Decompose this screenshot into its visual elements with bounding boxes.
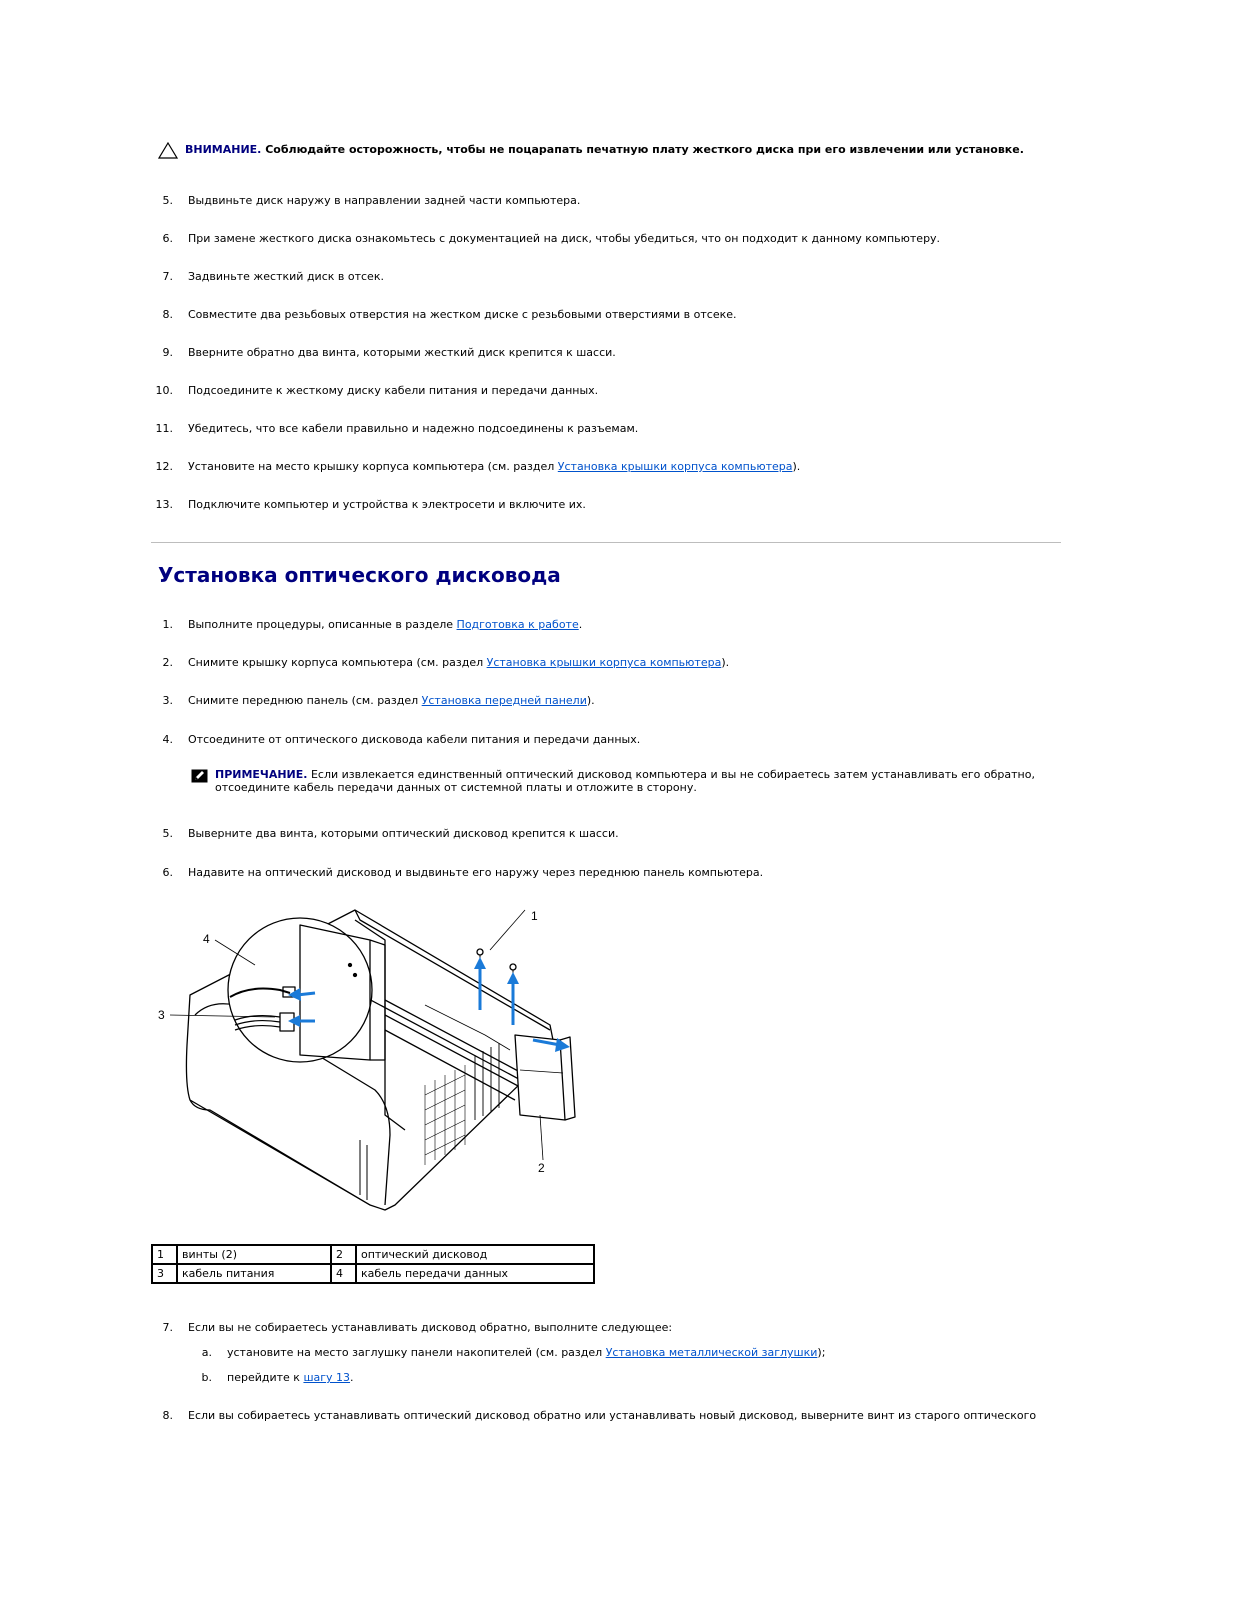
- step-text: Совместите два резьбовых отверстия на жестком диске с резьбовыми отверстиями в отсеке.: [188, 308, 737, 321]
- step-text: При замене жесткого диска ознакомьтесь с документацией на диск, чтобы убедиться, что он подходит к данному компьютеру.: [188, 232, 941, 245]
- step-number: 5.: [162, 194, 173, 207]
- note-pencil-icon: [191, 769, 208, 783]
- link-step-13[interactable]: шагу 13: [303, 1371, 351, 1384]
- legend-number: 1: [152, 1245, 177, 1264]
- step-number: 12.: [155, 460, 173, 473]
- step-text: Установите на место крышку корпуса компьютера (см. раздел Установка крышки корпуса компьютера).: [188, 460, 801, 473]
- step-text: Отсоедините от оптического дисковода кабели питания и передачи данных.: [188, 733, 641, 746]
- caution-label: ВНИМАНИЕ.: [185, 143, 262, 156]
- callout-4: 4: [203, 932, 210, 946]
- step-text: Подключите компьютер и устройства к электросети и включите их.: [188, 498, 586, 511]
- substep-text: перейдите к шагу 13.: [227, 1371, 354, 1384]
- step-number: 10.: [155, 384, 173, 397]
- step-number: 1.: [162, 618, 173, 631]
- optical-drive-removal-illustration: [155, 905, 595, 1225]
- legend-label: оптический дисковод: [356, 1245, 594, 1264]
- legend-number: 4: [331, 1264, 356, 1283]
- caution-icon: [158, 142, 178, 159]
- legend-label: винты (2): [177, 1245, 331, 1264]
- step-number: 7.: [162, 1321, 173, 1334]
- substep-letter: a.: [201, 1346, 212, 1359]
- figure-legend-table: [151, 1244, 595, 1284]
- step-number: 8.: [162, 1409, 173, 1422]
- step-number: 11.: [155, 422, 173, 435]
- step-number: 8.: [162, 308, 173, 321]
- step-number: 7.: [162, 270, 173, 283]
- legend-label: кабель питания: [177, 1264, 331, 1283]
- step-number: 6.: [162, 866, 173, 879]
- step-text: Убедитесь, что все кабели правильно и надежно подсоединены к разъемам.: [188, 422, 639, 435]
- legend-label: кабель передачи данных: [356, 1264, 594, 1283]
- step-text: Задвиньте жесткий диск в отсек.: [188, 270, 384, 283]
- step-number: 2.: [162, 656, 173, 669]
- note-text: Если извлекается единственный оптический дисковод компьютера и вы не собираетесь затем устанавливать его обратно, отсоедините кабель передачи данных от системной платы и отложите в сторону.: [215, 768, 1035, 794]
- substep-text: установите на место заглушку панели накопителей (см. раздел Установка металлической заглушки);: [227, 1346, 826, 1359]
- step-text: Если вы собираетесь устанавливать оптический дисковод обратно или устанавливать новый дисковод, выверните винт из старого оптического: [188, 1409, 1037, 1422]
- callout-1: 1: [531, 909, 538, 923]
- section-divider: [151, 542, 1061, 543]
- step-text: Снимите крышку корпуса компьютера (см. раздел Установка крышки корпуса компьютера).: [188, 656, 730, 669]
- table-row: [152, 1245, 594, 1264]
- link-preparation[interactable]: Подготовка к работе: [456, 618, 579, 631]
- step-number: 13.: [155, 498, 173, 511]
- step-text: Вверните обратно два винта, которыми жесткий диск крепится к шасси.: [188, 346, 616, 359]
- step-text: Выверните два винта, которыми оптический дисковод крепится к шасси.: [188, 827, 619, 840]
- note-label: ПРИМЕЧАНИЕ.: [215, 768, 308, 781]
- table-row: [152, 1264, 594, 1283]
- step-number: 6.: [162, 232, 173, 245]
- link-cover-install[interactable]: Установка крышки корпуса компьютера: [557, 460, 793, 473]
- legend-number: 2: [331, 1245, 356, 1264]
- link-metal-blank[interactable]: Установка металлической заглушки: [605, 1346, 818, 1359]
- link-front-panel[interactable]: Установка передней панели: [421, 694, 587, 707]
- step-number: 4.: [162, 733, 173, 746]
- step-text: Выдвиньте диск наружу в направлении задней части компьютера.: [188, 194, 581, 207]
- step-text: Надавите на оптический дисковод и выдвиньте его наружу через переднюю панель компьютера.: [188, 866, 764, 879]
- step-number: 9.: [162, 346, 173, 359]
- section-title: Установка оптического дисковода: [158, 563, 561, 587]
- callout-3: 3: [158, 1008, 165, 1022]
- legend-number: 3: [152, 1264, 177, 1283]
- caution-text: Соблюдайте осторожность, чтобы не поцарапать печатную плату жесткого диска при его извлечении или установке.: [261, 143, 1024, 156]
- step-number: 3.: [162, 694, 173, 707]
- substep-letter: b.: [201, 1371, 212, 1384]
- callout-2: 2: [538, 1161, 545, 1175]
- step-text: Если вы не собираетесь устанавливать дисковод обратно, выполните следующее:: [188, 1321, 673, 1334]
- step-text: Подсоедините к жесткому диску кабели питания и передачи данных.: [188, 384, 599, 397]
- step-text: Выполните процедуры, описанные в разделе Подготовка к работе.: [188, 618, 583, 631]
- step-text: Снимите переднюю панель (см. раздел Установка передней панели).: [188, 694, 595, 707]
- step-number: 5.: [162, 827, 173, 840]
- link-cover-install[interactable]: Установка крышки корпуса компьютера: [486, 656, 722, 669]
